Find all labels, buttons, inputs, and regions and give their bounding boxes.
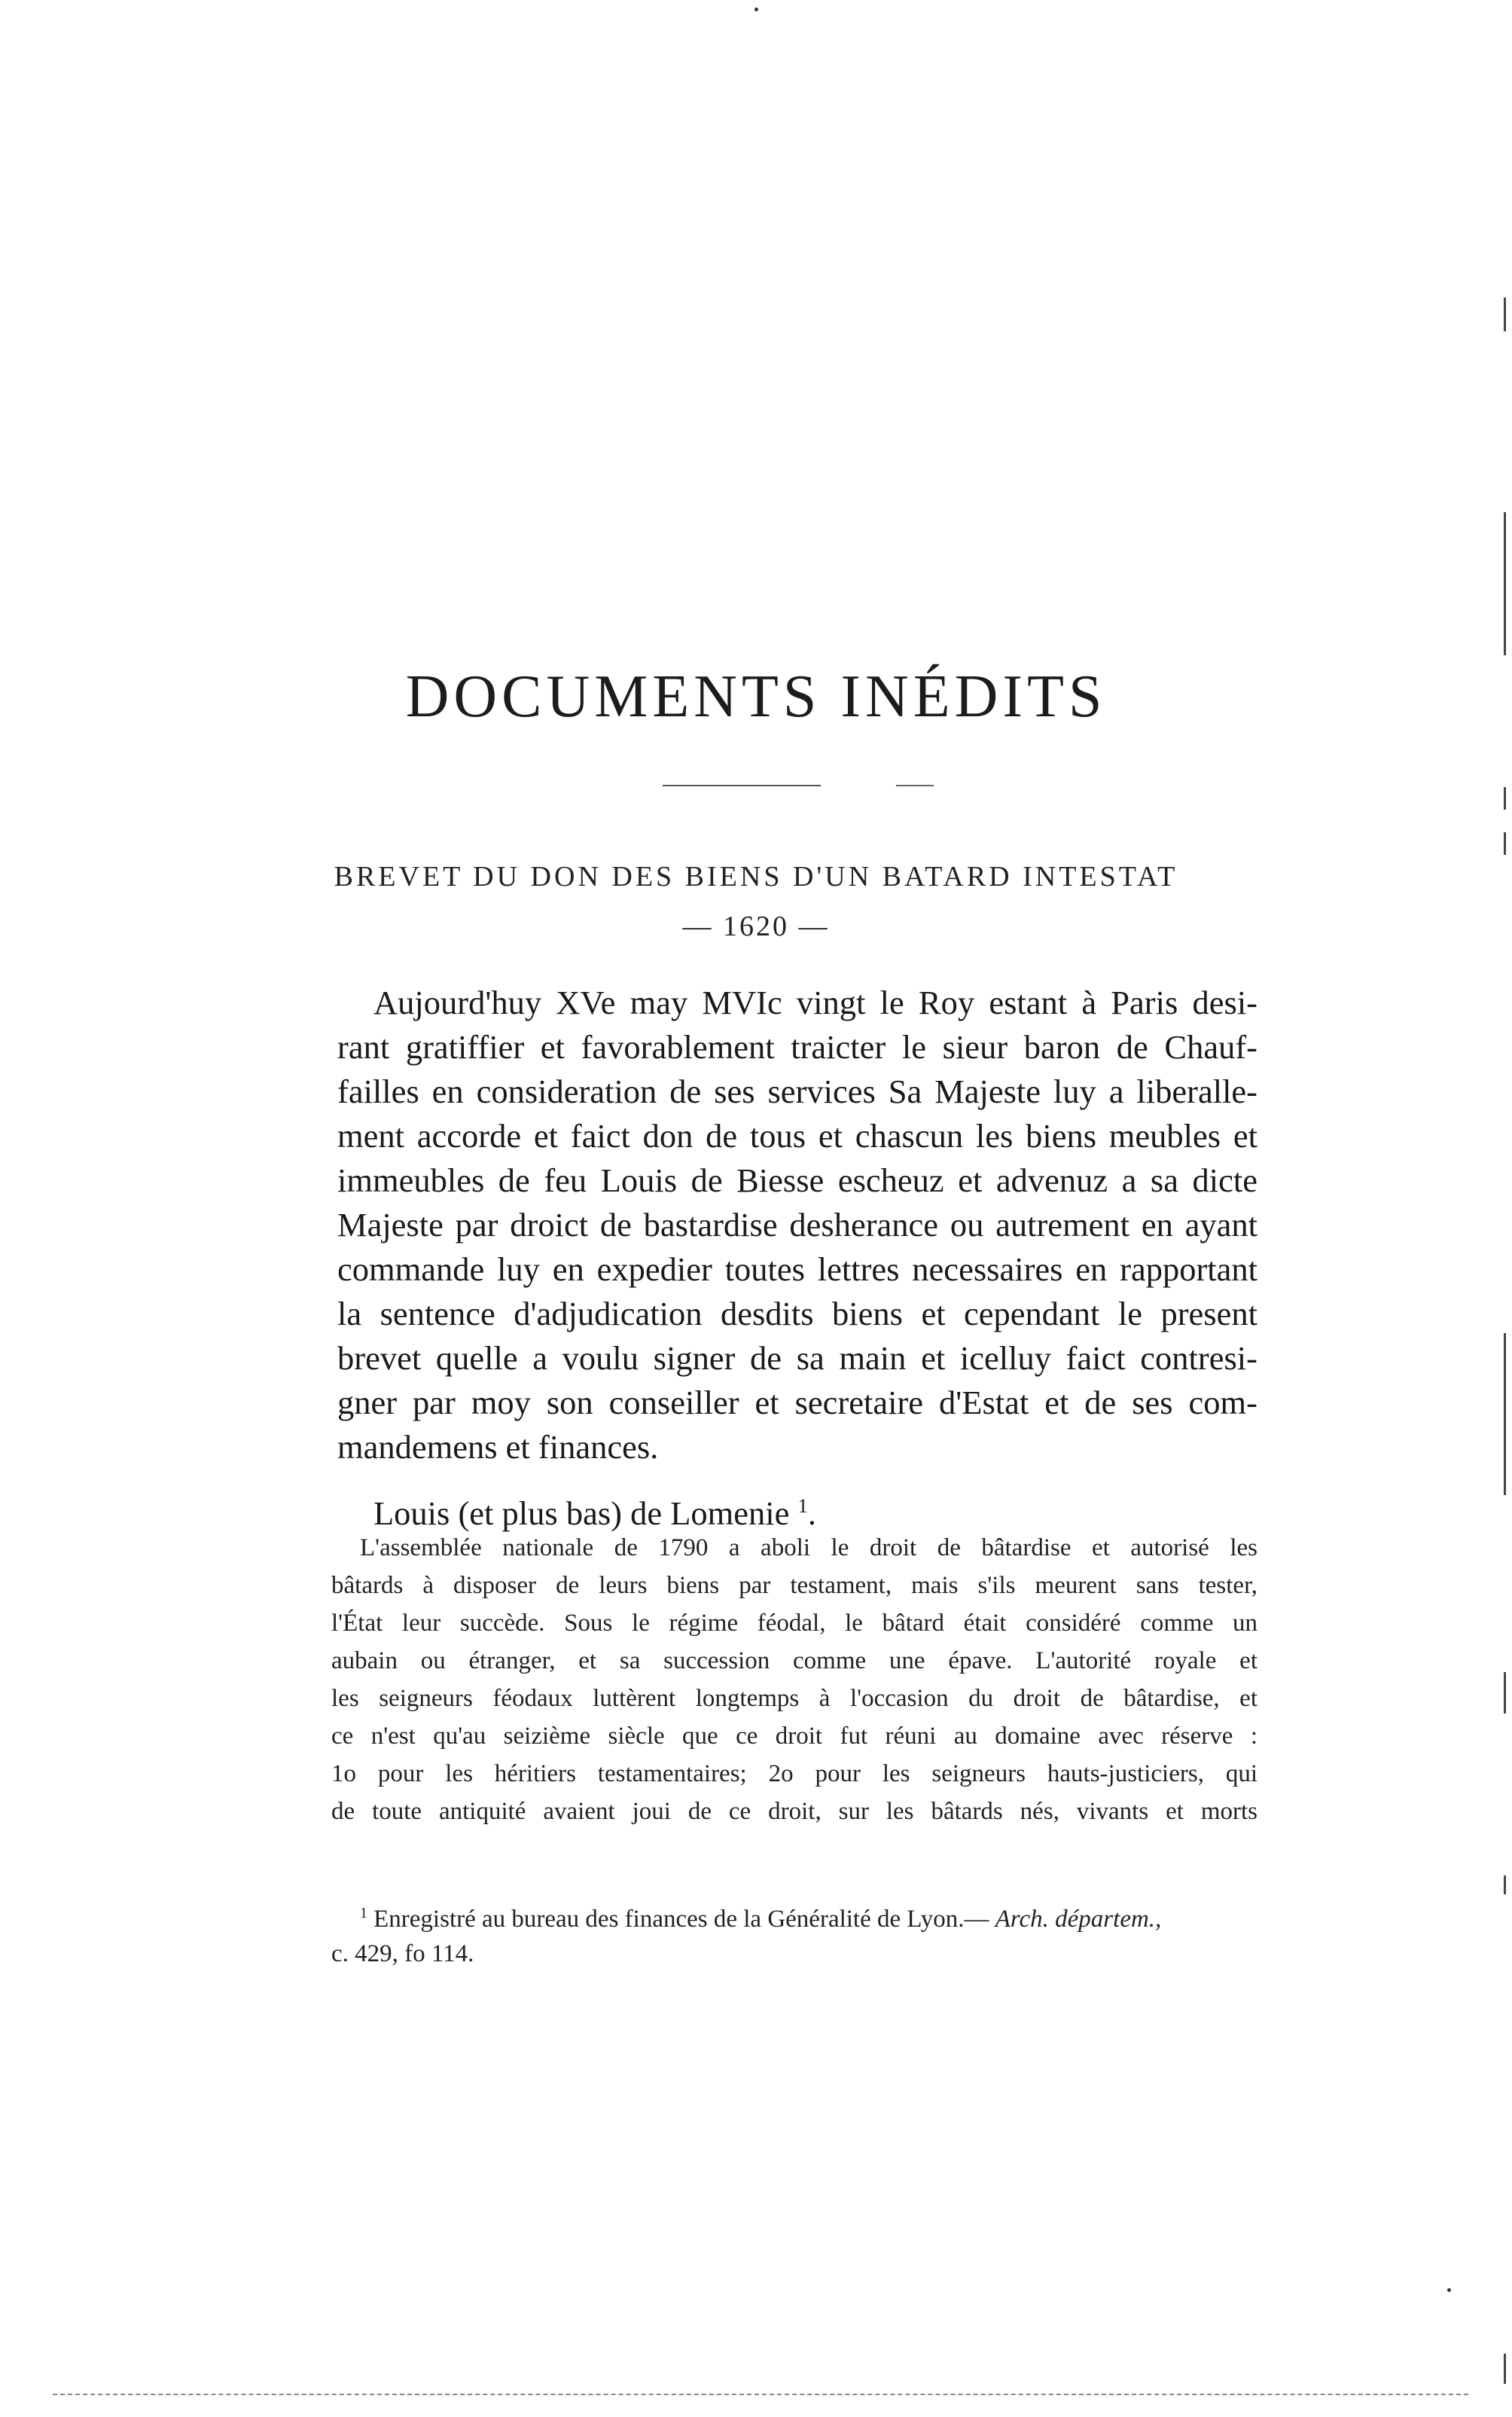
brevet-line: Majeste par droict de bastardise desherance ou autrement en ayant	[337, 1206, 1257, 1244]
margin-mark	[1504, 1875, 1506, 1894]
margin-mark	[1504, 1333, 1506, 1495]
brevet-line: failles en consideration de ses services Sa Majeste luy a liberalle-	[337, 1073, 1257, 1110]
footnote-reference: 1	[797, 1494, 808, 1518]
margin-mark	[1504, 787, 1506, 810]
commentary-line: 1o pour les héritiers testamentaires; 2o pour les seigneurs hauts-justiciers, qui	[331, 1760, 1257, 1787]
footnote-text: Enregistré au bureau des finances de la Généralité de Lyon.—	[373, 1906, 989, 1933]
brevet-text	[337, 981, 1257, 1469]
margin-mark	[1504, 2354, 1506, 2384]
brevet-line: immeubles de feu Louis de Biesse escheuz et advenuz a sa dicte	[337, 1161, 1257, 1199]
signature-line: Louis (et plus bas) de Lomenie $^1$.	[373, 1494, 816, 1532]
document-year: — 1620 —	[682, 911, 830, 942]
commentary-line: L'assemblée nationale de 1790 a aboli le droit de bâtardise et autorisé les	[360, 1534, 1257, 1561]
margin-mark	[1504, 1672, 1506, 1714]
footnote	[331, 1902, 1257, 1971]
commentary-line: bâtards à disposer de leurs biens par testament, mais s'ils meurent sans tester,	[331, 1572, 1257, 1599]
margin-mark	[1504, 832, 1506, 855]
margin-mark	[1504, 512, 1506, 655]
commentary-text	[331, 1529, 1257, 1830]
commentary-line: les seigneurs féodaux luttèrent longtemps à l'occasion du droit de bâtardise, et	[331, 1685, 1257, 1712]
brevet-line: brevet quelle a voulu signer de sa main et icelluy faict contresi-	[337, 1339, 1257, 1377]
footnote-archive-ref: Arch. départem.,	[995, 1906, 1162, 1933]
brevet-line: ment accorde et faict don de tous et chascun les biens meubles et	[337, 1117, 1257, 1155]
page-title: DOCUMENTS INÉDITS	[405, 664, 1107, 730]
brevet-line: commande luy en expedier toutes lettres necessaires en rapportant	[337, 1250, 1257, 1288]
commentary-line: ce n'est qu'au seizième siècle que ce droit fut réuni au domaine avec réserve :	[331, 1723, 1257, 1750]
footnote-mark: 1	[360, 1905, 367, 1921]
commentary-line: aubain ou étranger, et sa succession comme une épave. L'autorité royale et	[331, 1647, 1257, 1674]
brevet-line: mandemens et finances.	[337, 1428, 659, 1466]
title-divider	[663, 785, 821, 786]
margin-mark	[1504, 298, 1506, 331]
document-heading: BREVET DU DON DES BIENS D'UN BATARD INTESTAT	[334, 861, 1178, 893]
signature-text: Louis (et plus bas) de Lomenie	[373, 1494, 790, 1532]
commentary-line: l'État leur succède. Sous le régime féodal, le bâtard était considéré comme un	[331, 1610, 1257, 1637]
brevet-line: la sentence d'adjudication desdits biens et cependant le present	[337, 1295, 1257, 1332]
scan-speck	[1447, 2288, 1451, 2292]
title-divider-fragment	[896, 785, 934, 786]
scan-edge	[53, 2394, 1468, 2395]
scan-speck	[754, 8, 758, 11]
brevet-line: gner par moy son conseiller et secretaire d'Estat et de ses com-	[337, 1384, 1257, 1421]
brevet-line: rant gratiffier et favorablement traicter le sieur baron de Chauf-	[337, 1028, 1257, 1066]
footnote-line-1	[331, 1902, 1257, 1936]
commentary-line: de toute antiquité avaient joui de ce droit, sur les bâtards nés, vivants et morts	[331, 1798, 1257, 1825]
footnote-line-2: c. 429, fo 114.	[331, 1940, 474, 1967]
brevet-line: Aujourd'huy XVe may MVIc vingt le Roy estant à Paris desi-	[373, 984, 1257, 1021]
